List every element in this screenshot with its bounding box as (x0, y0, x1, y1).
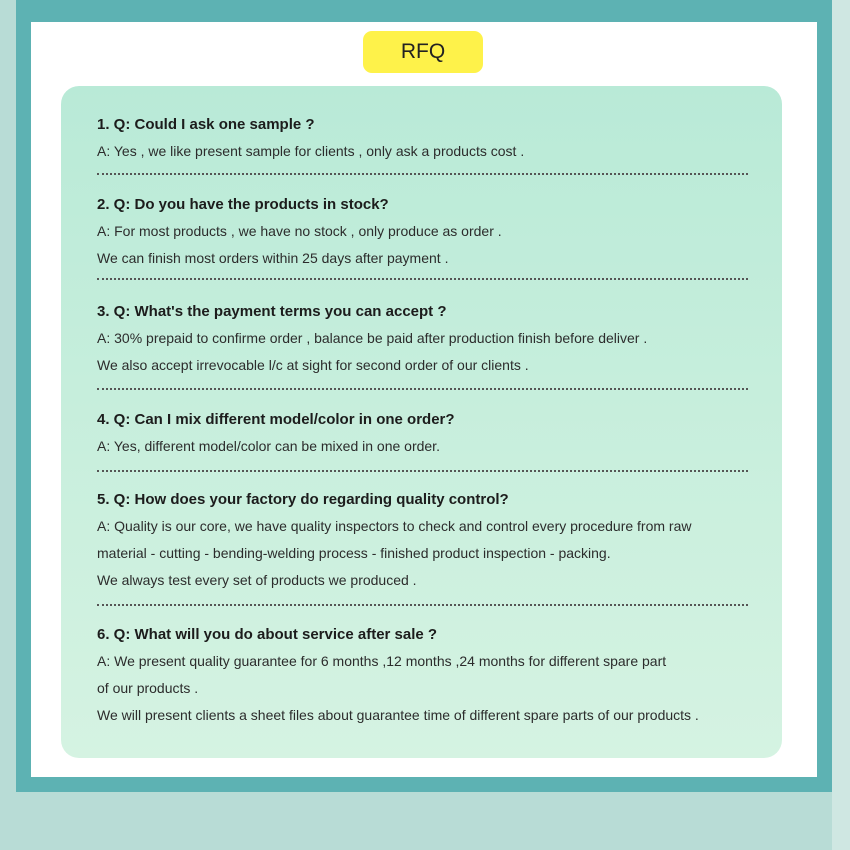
faq-item-3 (97, 298, 757, 379)
faq-answer-line: A: Quality is our core, we have quality inspectors to check and control every procedure from raw (97, 518, 692, 534)
faq-question: 1. Q: Could I ask one sample ? (97, 116, 315, 133)
dotted-divider (97, 470, 748, 472)
faq-answer-line: We can finish most orders within 25 days after payment . (97, 250, 449, 266)
faq-answer-line: We always test every set of products we produced . (97, 572, 417, 588)
faq-answer-line: We will present clients a sheet files about guarantee time of different spare parts of our products . (97, 707, 699, 723)
faq-answer-line: material - cutting - bending-welding process - finished product inspection - packing. (97, 545, 611, 561)
dotted-divider (97, 604, 748, 606)
faq-item-2 (97, 191, 757, 272)
rfq-title-badge: RFQ (363, 31, 483, 73)
dotted-divider (97, 278, 748, 280)
dotted-divider (97, 173, 748, 175)
faq-answer-line: A: We present quality guarantee for 6 months ,12 months ,24 months for different spare part (97, 653, 667, 669)
faq-item-1 (97, 111, 757, 165)
faq-answer-line: A: Yes , we like present sample for clients , only ask a products cost . (97, 143, 525, 159)
faq-question: 5. Q: How does your factory do regarding quality control? (97, 491, 509, 508)
faq-item-4 (97, 406, 757, 460)
faq-answer-line: A: Yes, different model/color can be mixed in one order. (97, 438, 440, 454)
faq-question: 2. Q: Do you have the products in stock? (97, 196, 389, 213)
faq-question: 4. Q: Can I mix different model/color in one order? (97, 411, 455, 428)
faq-answer-line: of our products . (97, 680, 199, 696)
faq-item-6 (97, 621, 757, 729)
faq-question: 6. Q: What will you do about service after sale ? (97, 626, 438, 643)
faq-answer-line: A: 30% prepaid to confirme order , balance be paid after production finish before deliver . (97, 330, 648, 346)
faq-answer-line: We also accept irrevocable l/c at sight for second order of our clients . (97, 357, 529, 373)
faq-question: 3. Q: What's the payment terms you can accept ? (97, 303, 447, 320)
faq-answer-line: A: For most products , we have no stock , only produce as order . (97, 223, 502, 239)
right-edge-strip (832, 0, 850, 850)
dotted-divider (97, 388, 748, 390)
faq-item-5 (97, 486, 757, 594)
